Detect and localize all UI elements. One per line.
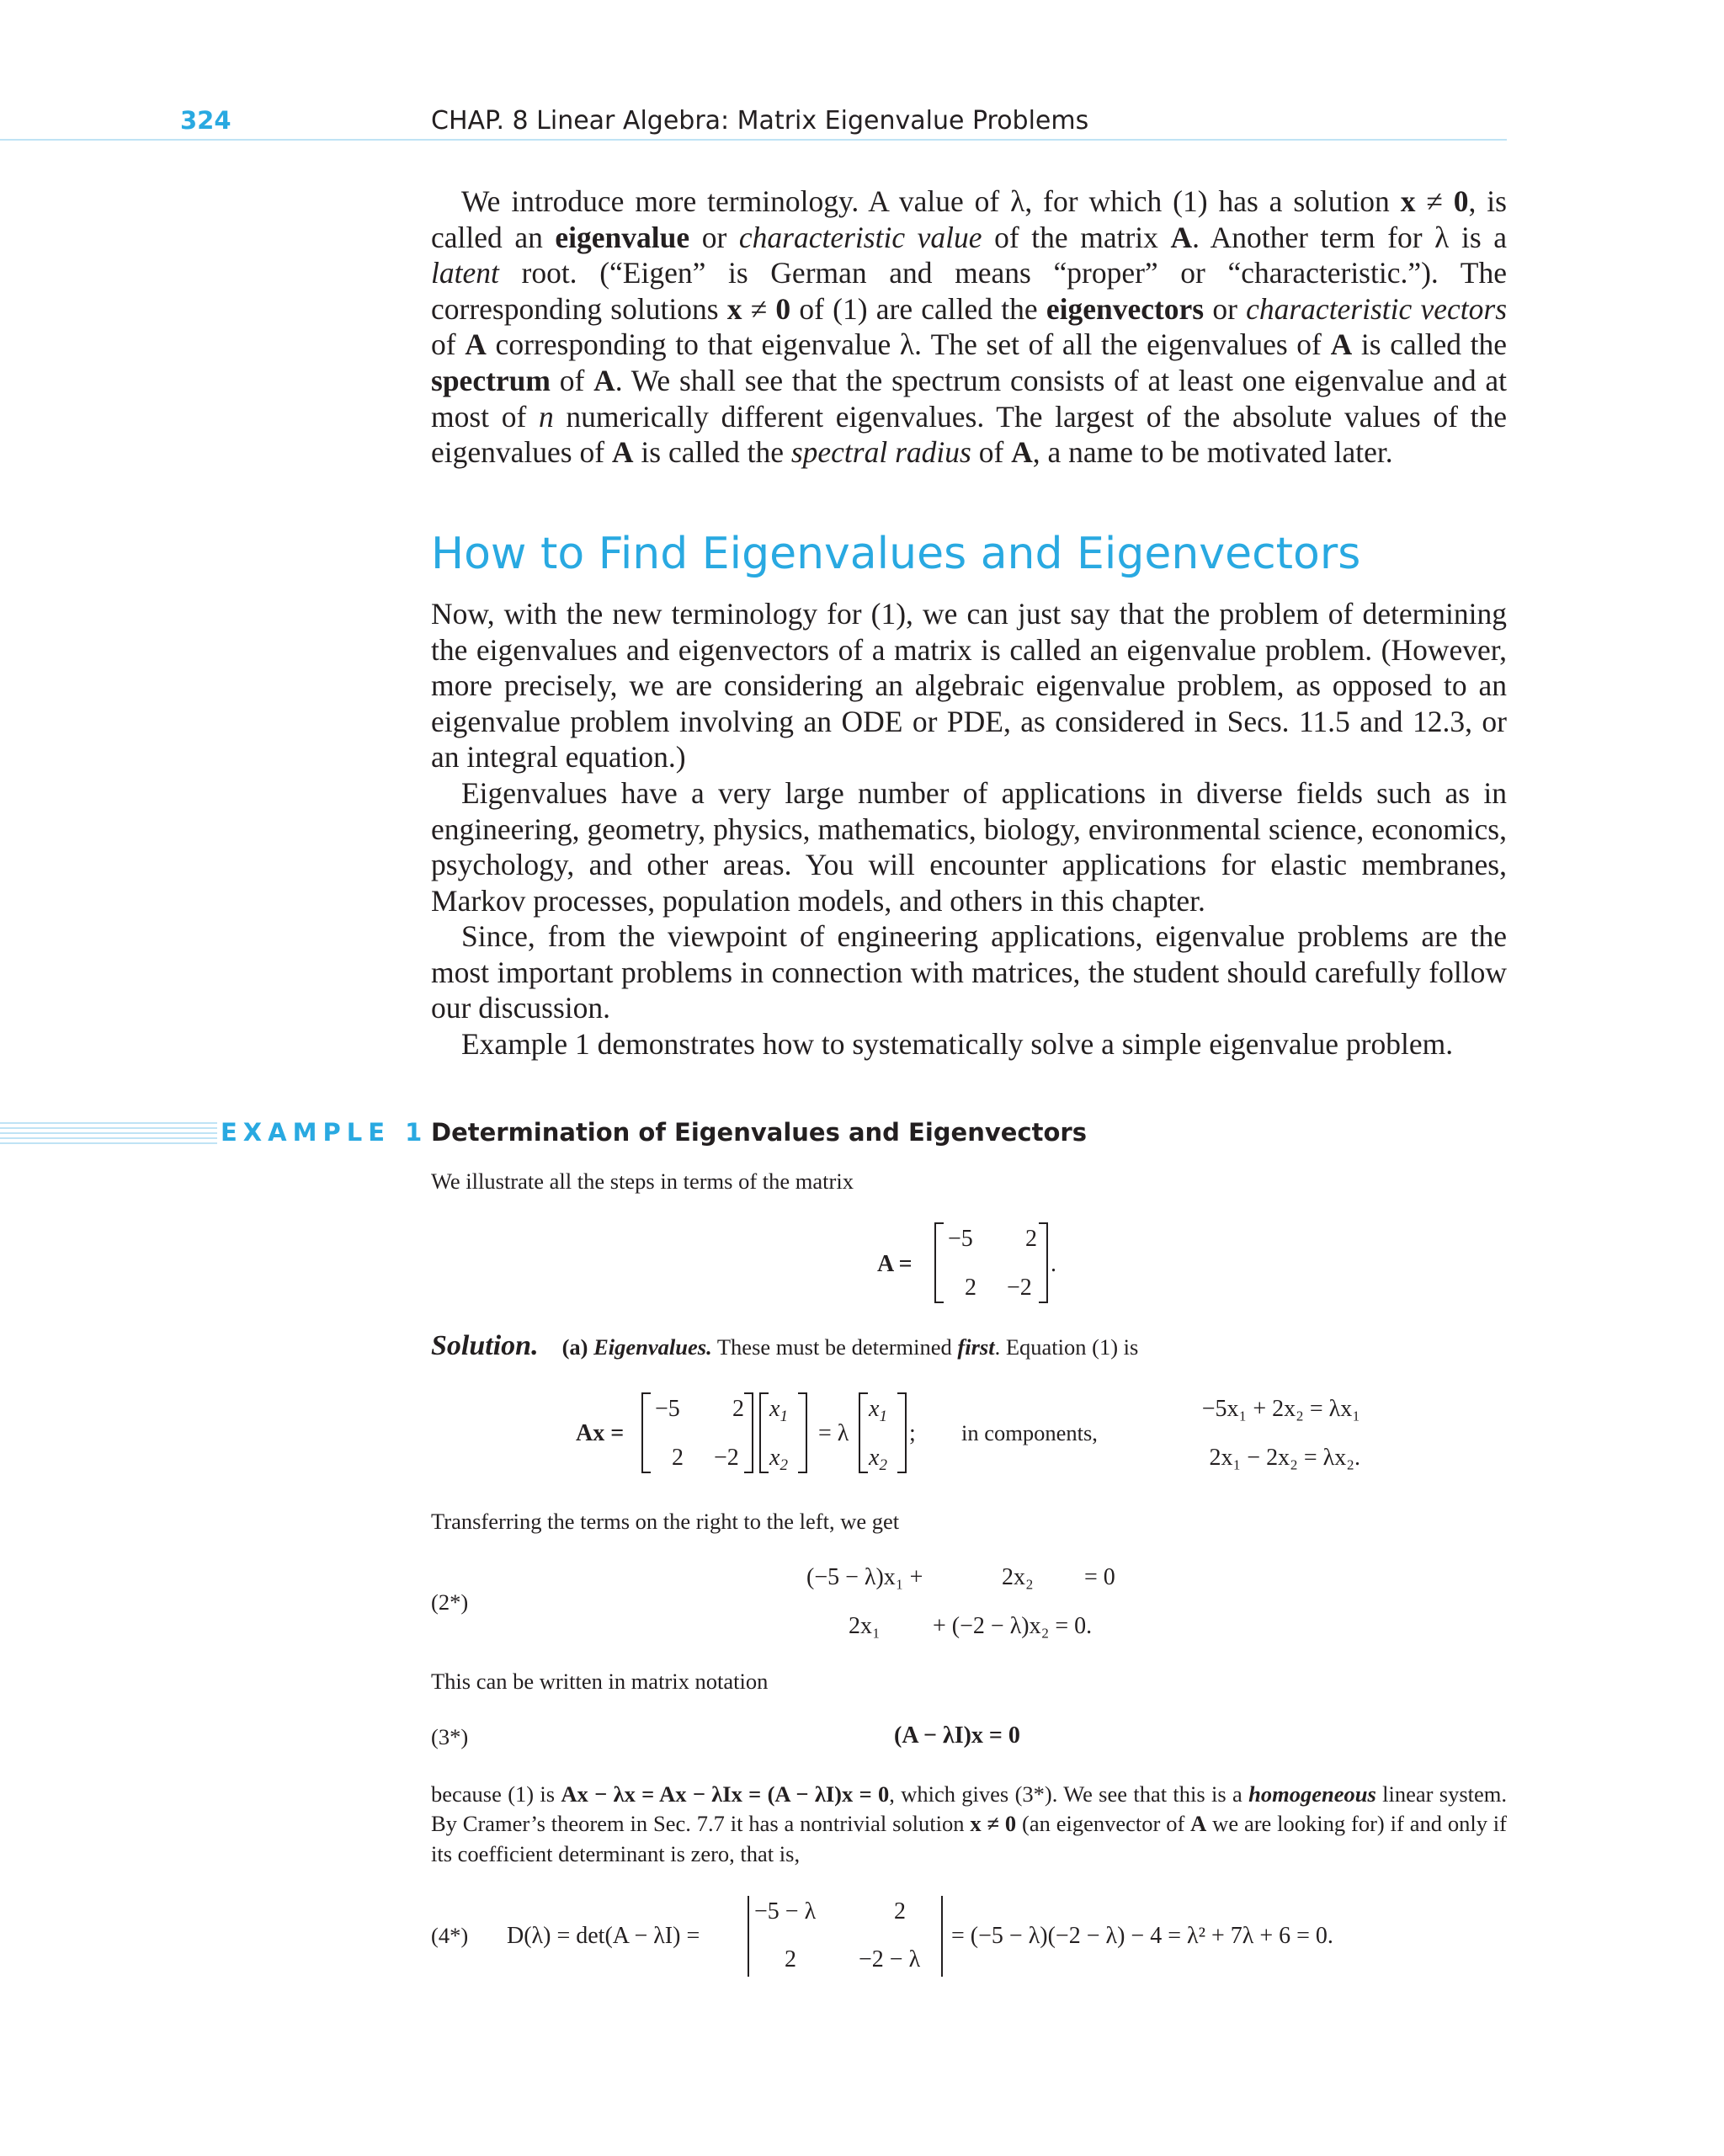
emph-homogeneous: homogeneous [1248, 1781, 1376, 1807]
matrix-A: A [1170, 220, 1193, 254]
matrix-A: A [1011, 435, 1033, 470]
eq-label-3: (3*) [431, 1724, 469, 1749]
running-head: CHAP. 8 Linear Algebra: Matrix Eigenvalue Problems [431, 106, 1089, 136]
eq2-term: = 0 [1084, 1564, 1115, 1590]
term-spectrum: spectrum [431, 363, 551, 397]
text: or [1204, 291, 1247, 326]
eq4-rhs: = (−5 − λ)(−2 − λ) − 4 = λ² + 7λ + 6 = 0. [951, 1923, 1333, 1949]
ax-lhs: Ax = [576, 1420, 625, 1446]
eq2-term: (−5 − λ)x₁ + [806, 1564, 923, 1590]
matrix-A: A [593, 363, 615, 397]
text: is called the [633, 435, 791, 470]
matrix-cell: −2 [1007, 1275, 1032, 1301]
text: root. (“Eigen” is German and means “proper” or “characteristic.”). The corresponding solutions [431, 256, 1507, 326]
bracket [759, 1392, 769, 1473]
eq4-lhs: D(λ) = det(A − λI) = [507, 1923, 700, 1949]
component-eq-1: −5x₁ + 2x₂ = λx₁ [1201, 1396, 1360, 1422]
text: , a name to be motivated later. [1032, 435, 1393, 470]
text: linear system. By Cramer’s theorem in Sec. 7.7 it has a nontrivial solution [431, 1781, 1507, 1837]
eq-label-2: (2*) [431, 1589, 469, 1615]
text: is called the [1352, 327, 1508, 362]
text: Example 1 demonstrates how to systematically solve a simple eigenvalue problem. [461, 1027, 1454, 1061]
matrix-left-bracket [934, 1222, 944, 1303]
bracket [897, 1392, 907, 1473]
matrix-A: A [1330, 327, 1353, 362]
matrix-period: . [1051, 1251, 1056, 1277]
section-paragraph-1: Now, with the new terminology for (1), we can just say that the problem of determining the eigenvalues and eigenvectors of a matrix is called an eigenvalue problem. (However, more precisely, we are considering an algebraic eigenvalue problem, as opposed to an eigenvalue problem involving an ODE or PDE, as considered in Secs. 11.5 and 12.3, or an integral equation.) [431, 597, 1507, 775]
bracket [744, 1392, 753, 1473]
matrix-cell: −5 [655, 1396, 680, 1422]
text: because (1) is [431, 1781, 561, 1807]
text: , is called an [431, 184, 1507, 254]
text: These must be determined [711, 1334, 958, 1360]
matrix-A: A [611, 435, 634, 470]
text: , which gives (3*). We see that this is a [889, 1781, 1249, 1807]
term-characteristic-vectors: characteristic vectors [1246, 291, 1508, 326]
term-eigenvalue: eigenvalue [555, 220, 690, 254]
term-eigenvectors: eigenvectors [1046, 291, 1205, 326]
bracket [798, 1392, 807, 1473]
part-label: (a) [561, 1334, 588, 1360]
inline-equation: Ax − λx = Ax − λIx = (A − λI)x = 0 [561, 1781, 890, 1807]
header-rule [0, 139, 1507, 141]
bold-x: x [726, 291, 742, 326]
solution-label: Solution. [431, 1330, 539, 1361]
eq2-term: 2x₁ [849, 1613, 881, 1639]
text: Eigenvalues have a very large number of applications in diverse fields such as in engineering, geometry, physics, mathematics, biology, environmental science, economics, psychology, and other areas. You will encounter applications for elastic membranes, Markov processes, population models, and others in this chapter. [431, 776, 1507, 918]
intro-paragraph [431, 184, 1507, 471]
text: (an eigenvector of [1016, 1811, 1191, 1837]
because-paragraph [431, 1780, 1507, 1869]
bracket [859, 1392, 868, 1473]
det-cell: 2 [894, 1898, 906, 1924]
variable-n: n [538, 399, 554, 434]
vector-entry: $x_2$ [869, 1445, 887, 1474]
eq2-term: 2x₂ [1002, 1564, 1034, 1590]
matrix-lhs: A = [877, 1251, 913, 1277]
vector-entry: $x_2$ [769, 1445, 788, 1474]
det-cell: −2 − λ [859, 1946, 921, 1972]
text: we are looking for) if and only if its coefficient determinant is zero, that is, [431, 1811, 1507, 1866]
text: ≠ [1415, 184, 1454, 218]
text: We introduce more terminology. A value of λ, for which (1) has a solution [461, 184, 1401, 218]
inline-equation: x ≠ 0 [970, 1811, 1017, 1837]
det-bar-left [748, 1896, 749, 1977]
text: of [550, 363, 594, 397]
text: . Another term for λ is a [1192, 220, 1507, 254]
in-components: in components, [961, 1420, 1098, 1445]
section-title: How to Find Eigenvalues and Eigenvectors [431, 529, 1361, 579]
example-intro: We illustrate all the steps in terms of the matrix [431, 1168, 854, 1194]
semicolon: ; [909, 1420, 916, 1446]
vector-entry: $x_1$ [869, 1396, 887, 1425]
page-number: 324 [180, 106, 231, 135]
text: of (1) are called the [790, 291, 1046, 326]
eq2-term: + (−2 − λ)x₂ = 0. [933, 1613, 1093, 1639]
section-paragraph-3 [431, 918, 1507, 1026]
text: of the matrix [982, 220, 1171, 254]
text: numerically different eigenvalues. The largest of the absolute values of the eigenvalues of [431, 399, 1507, 470]
eq3: (A − λI)x = 0 [894, 1722, 1020, 1749]
equals-lambda: = λ [818, 1420, 849, 1446]
section-paragraph-4 [431, 1026, 1507, 1062]
term-spectral-radius: spectral radius [790, 435, 971, 470]
text: ≠ [742, 291, 776, 326]
section-paragraph-2 [431, 775, 1507, 918]
example-label: EXAMPLE 1 [217, 1118, 428, 1147]
matrix-cell: 2 [1025, 1226, 1037, 1252]
det-cell: −5 − λ [754, 1898, 817, 1924]
eq-label-4: (4*) [431, 1923, 469, 1948]
matrix-cell: 2 [732, 1396, 744, 1422]
det-cell: 2 [785, 1946, 796, 1972]
vector-entry: $x_1$ [769, 1396, 788, 1425]
text: . We shall see that the spectrum consists of at least one eigenvalue and at most of [431, 363, 1507, 434]
text: of [971, 435, 1012, 470]
bold-zero: 0 [775, 291, 791, 326]
text: of [431, 327, 466, 362]
bracket [641, 1392, 651, 1473]
matrix-cell: −5 [948, 1226, 973, 1252]
text: Since, from the viewpoint of engineering applications, eigenvalue problems are the most important problems in connection with matrices, the student should carefully follow our discussion. [431, 919, 1507, 1025]
text: or [689, 220, 739, 254]
transfer-text: Transferring the terms on the right to the left, we get [431, 1509, 900, 1534]
text: corresponding to that eigenvalue λ. The set of all the eigenvalues of [486, 327, 1331, 362]
part-title: Eigenvalues. [593, 1334, 712, 1360]
bold-x: x [1400, 184, 1416, 218]
text: . Equation (1) is [994, 1334, 1139, 1360]
matrix-A: A [1190, 1811, 1207, 1837]
example-title: Determination of Eigenvalues and Eigenvectors [431, 1118, 1087, 1147]
matrix-A: A [465, 327, 487, 362]
matrix-right-bracket [1039, 1222, 1048, 1303]
component-eq-2: 2x₁ − 2x₂ = λx₂. [1209, 1445, 1360, 1471]
term-latent: latent [431, 256, 499, 290]
matrix-notation-text: This can be written in matrix notation [431, 1669, 769, 1694]
term-characteristic-value: characteristic value [738, 220, 982, 254]
matrix-cell: −2 [714, 1445, 739, 1471]
solution-line [431, 1330, 1138, 1362]
det-bar-right [941, 1896, 943, 1977]
matrix-cell: 2 [672, 1445, 684, 1471]
matrix-cell: 2 [965, 1275, 976, 1301]
bold-zero: 0 [1453, 184, 1469, 218]
emph-first: first [957, 1334, 995, 1360]
